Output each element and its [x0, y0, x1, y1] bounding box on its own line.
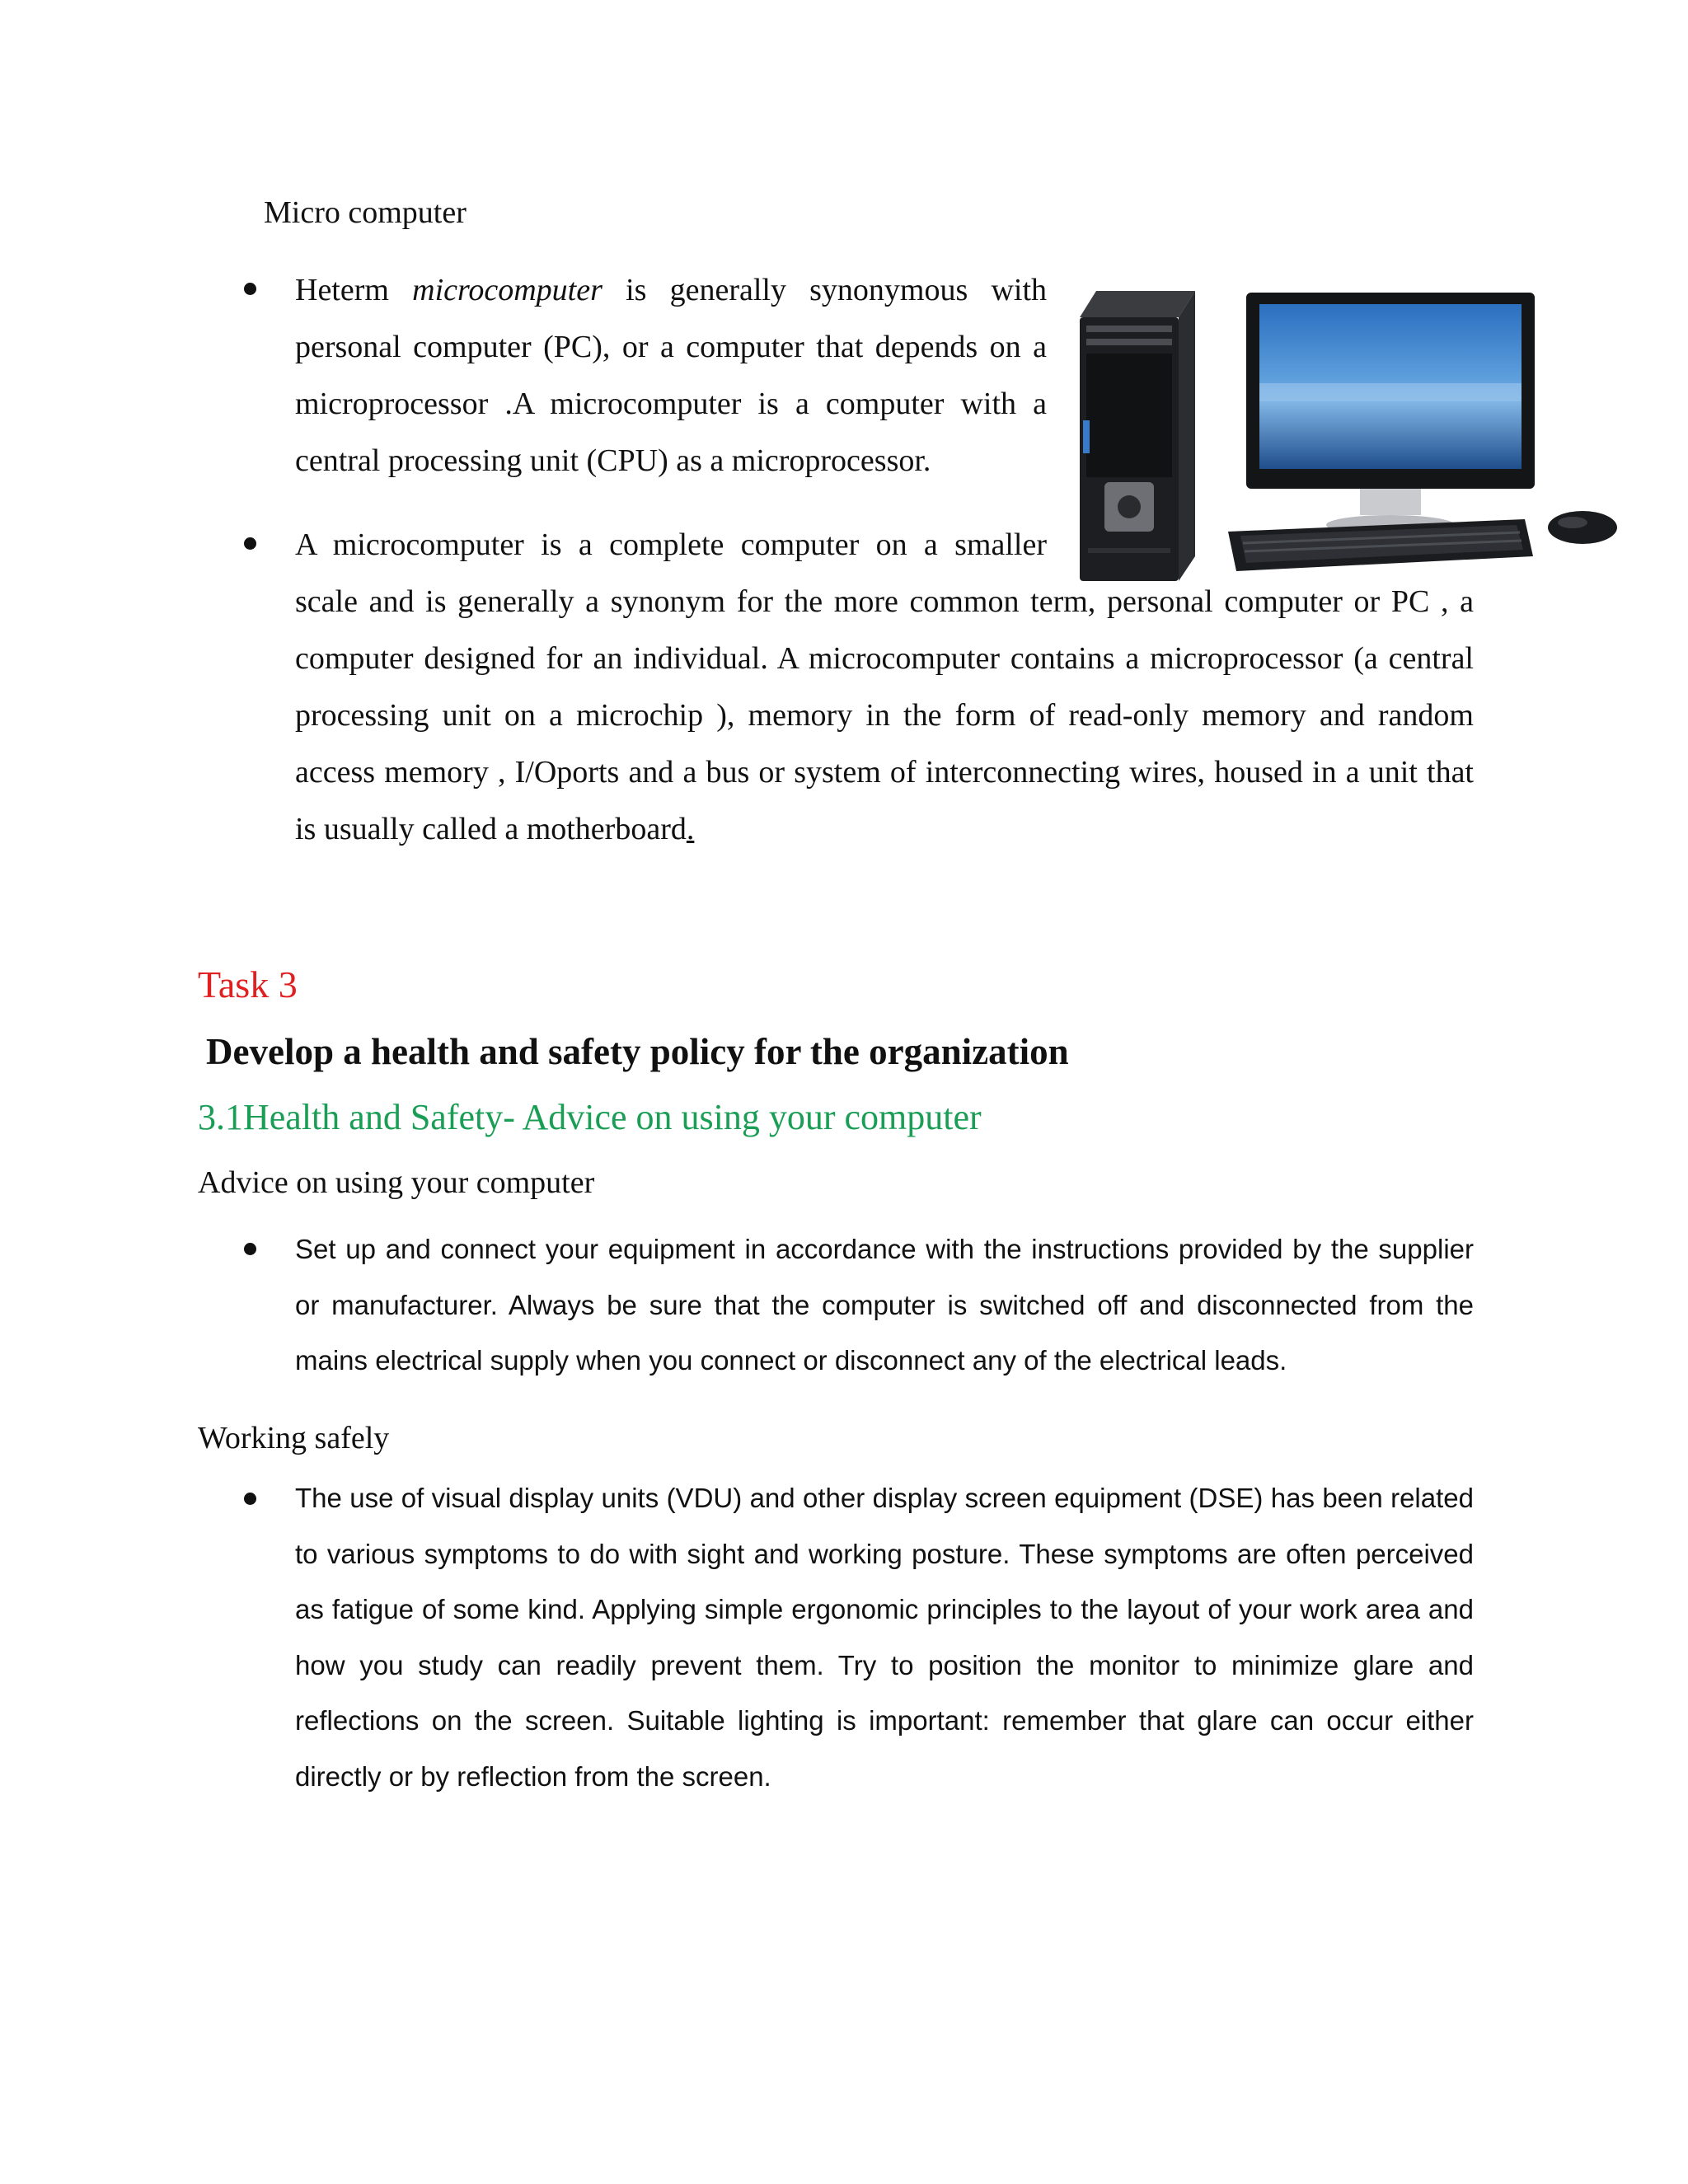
advice-heading: Advice on using your computer — [198, 1165, 595, 1200]
bullet-dot — [244, 1493, 256, 1505]
text-segment: The use of visual display units (VDU) and other display screen equipment (DSE) has been related to various symptoms to do with sight and working posture. These symptoms are often perceived as fatigue of some kind. Applying simple ergonomic principles to the layout of your work area and how you study can readily prevent them. Try to position the monitor to minimize glare and reflections on the screen. Suitable lighting is important: remember that glare can occur either directly or by reflection from the screen. — [295, 1483, 1474, 1792]
text-segment: . — [686, 812, 695, 846]
text-segment: is generally synonymous with personal computer (PC), or a computer that depends on a microprocessor .A microcomputer is a computer with a central processing unit (CPU) as a microprocessor. — [295, 273, 1047, 478]
text-segment: Set up and connect your equipment in accordance with the instructions provided by the supplier or manufacturer. Always be sure that the computer is switched off and disconnected from the mains electrical supply when you connect or disconnect any of the electrical leads. — [295, 1234, 1474, 1376]
keyboard-icon — [1228, 519, 1533, 571]
task-title: Develop a health and safety policy for the organization — [206, 1031, 1069, 1072]
computer-tower-icon — [1080, 291, 1195, 581]
paragraph-microcomputer-details — [295, 574, 1474, 858]
text-segment: A microcomputer is a complete computer on a smaller — [295, 527, 1047, 562]
paragraph-microcomputer-line1 — [295, 517, 1047, 574]
bullet-dot — [244, 1243, 256, 1255]
paragraph-microcomputer-definition — [295, 262, 1047, 490]
term-microcomputer: microcomputer — [412, 273, 603, 307]
computer-illustration — [1071, 284, 1632, 581]
paragraph-advice — [295, 1221, 1474, 1389]
text-segment: Heterm — [295, 273, 413, 307]
text-segment: scale and is generally a synonym for the more common term, personal computer or PC , a computer designed for an individual. A microcomputer contains a microprocessor (a central processing unit on a microchip ), memory in the form of read-only memory and random access memory , I/Oports and a bus or system of interconnecting wires, housed in a unit that is usually called a motherboard — [295, 584, 1474, 846]
bullet-dot — [244, 537, 256, 550]
paragraph-working-safely — [295, 1470, 1474, 1804]
section-title: Micro computer — [264, 195, 467, 230]
bullet-dot — [244, 283, 256, 295]
section-subheading: 3.1Health and Safety- Advice on using your computer — [198, 1097, 982, 1137]
monitor-icon — [1246, 293, 1535, 535]
mouse-icon — [1548, 511, 1617, 544]
task-label: Task 3 — [198, 963, 298, 1005]
working-heading: Working safely — [198, 1421, 390, 1455]
